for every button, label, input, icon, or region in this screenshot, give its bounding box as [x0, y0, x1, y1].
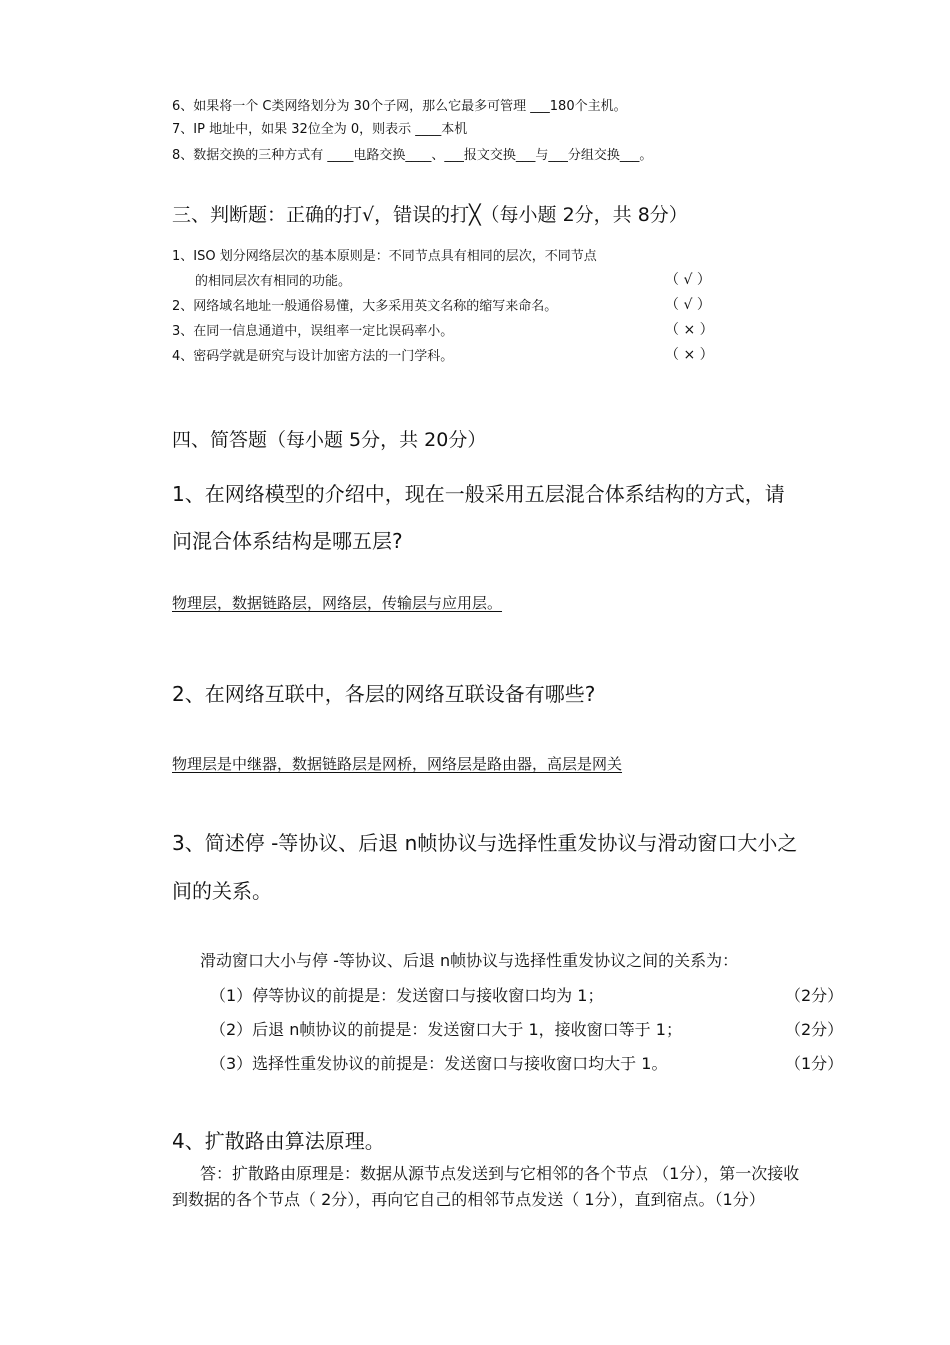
judge-answer-4: （ × ） [665, 347, 714, 363]
judge-item-1: 1、ISO 划分网络层次的基本原则是：不同节点具有相同的层次，不同节点 [172, 249, 597, 264]
short-answer-2: 物理层是中继器，数据链路层是网桥，网络层是路由器，高层是网关 [172, 755, 623, 773]
short-answer-1: 物理层，数据链路层，网络层，传输层与应用层。 [172, 594, 503, 612]
short-question-1-line2: 问混合体系结构是哪五层? [172, 529, 403, 553]
short-answer-4-line2: 到数据的各个节点（ 2分），再向它自己的相邻节点发送（ 1分），直到宿点。（1分） [172, 1190, 765, 1209]
short-answer-4-line1: 答：扩散路由原理是：数据从源节点发送到与它相邻的各个节点 （1分），第一次接收 [200, 1164, 800, 1183]
short-question-2: 2、在网络互联中，各层的网络互联设备有哪些? [172, 682, 596, 706]
short-answer-3-intro: 滑动窗口大小与停 -等协议、后退 n帧协议与选择性重发协议之间的关系为： [200, 951, 739, 970]
fill-question-7: 7、IP 地址中，如果 32位全为 0，则表示 ____本机 [172, 122, 468, 137]
short-question-1-line1: 1、在网络模型的介绍中，现在一般采用五层混合体系结构的方式，请 [172, 482, 785, 506]
judge-item-4: 4、密码学就是研究与设计加密方法的一门学科。 [172, 349, 454, 364]
section-3-title: 三、判断题：正确的打√，错误的打╳（每小题 2分，共 8分） [172, 204, 688, 226]
fill-question-6: 6、如果将一个 C类网络划分为 30个子网，那么它最多可管理 ___180个主机。 [172, 99, 627, 114]
short-answer-3-score-1: （2分） [785, 986, 844, 1005]
judge-answer-2: （ √ ） [665, 297, 711, 313]
short-question-4: 4、扩散路由算法原理。 [172, 1129, 385, 1153]
judge-answer-3: （ × ） [665, 322, 714, 338]
fill-question-8: 8、数据交换的三种方式有 ____电路交换____、___报文交换___与___分组交换___。 [172, 148, 653, 163]
judge-item-2: 2、网络域名地址一般通俗易懂，大多采用英文名称的缩写来命名。 [172, 299, 558, 314]
judge-item-1-cont: 的相同层次有相同的功能。 [195, 274, 352, 289]
short-answer-3-item-1: （1）停等协议的前提是：发送窗口与接收窗口均为 1； [210, 986, 604, 1005]
judge-item-3: 3、在同一信息通道中，误组率一定比误码率小。 [172, 324, 454, 339]
short-answer-3-score-2: （2分） [785, 1020, 844, 1039]
short-answer-3-score-3: （1分） [785, 1054, 844, 1073]
judge-answer-1: （ √ ） [665, 272, 711, 288]
short-question-3-line2: 间的关系。 [172, 879, 272, 903]
section-4-title: 四、简答题（每小题 5分，共 20分） [172, 429, 487, 451]
short-answer-3-item-2: （2）后退 n帧协议的前提是：发送窗口大于 1，接收窗口等于 1； [210, 1020, 682, 1039]
short-question-3-line1: 3、简述停 -等协议、后退 n帧协议与选择性重发协议与滑动窗口大小之 [172, 831, 798, 855]
short-answer-3-item-3: （3）选择性重发协议的前提是：发送窗口与接收窗口均大于 1。 [210, 1054, 668, 1073]
